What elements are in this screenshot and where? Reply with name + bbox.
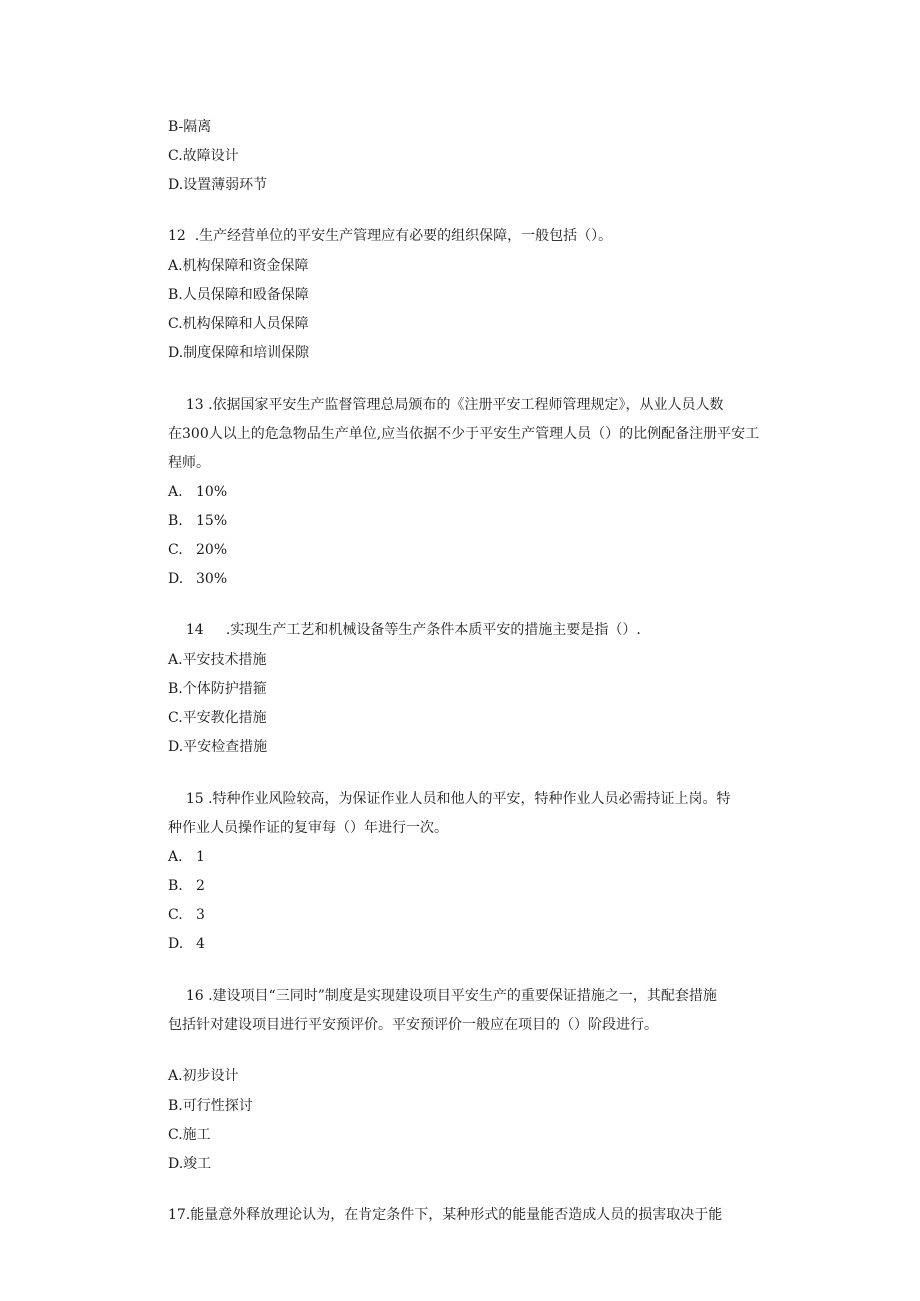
q13-option-b: [168, 512, 227, 530]
q12-text: .生产经营单位的平安生产管理应有必要的组织保障，一般包括（）。: [194, 228, 613, 244]
q15-text-1: .特种作业风险较高，为保证作业人员和他人的平安，特种作业人员必需持证上岗。特: [208, 791, 731, 807]
q11-option-d: D.设置薄弱环节: [168, 177, 268, 193]
q14-stem: [168, 621, 641, 639]
q12-option-b: B.人员保障和殴备保障: [168, 287, 309, 303]
q14-option-d: D.平安检查措施: [168, 739, 268, 755]
q16-text-1: .建设项目“三同时”制度是实现建设项目平安生产的重要保证措施之一，其配套措施: [208, 988, 717, 1004]
q16-option-c: C.施工: [168, 1127, 211, 1143]
q13-option-c-value: 20%: [196, 542, 228, 558]
q13-option-b-letter: B.: [168, 513, 183, 529]
q14-option-b: B.个体防护措箍: [168, 681, 267, 697]
q13-option-c: [168, 541, 227, 559]
q13-number: 13: [185, 397, 204, 413]
q13-option-d: [168, 570, 227, 588]
q15-option-c: [168, 906, 205, 924]
q13-option-c-letter: C.: [168, 542, 183, 558]
q11-option-c: C.故障设计: [168, 148, 239, 164]
q12-option-a: A.机构保障和资金保障: [168, 258, 309, 274]
q12-option-c: C.机构保障和人员保障: [168, 316, 309, 332]
q15-number: 15: [185, 791, 204, 807]
q15-option-a-letter: A.: [168, 849, 183, 865]
q15-option-c-letter: C.: [168, 907, 183, 923]
q15-option-a: [168, 848, 205, 866]
q15-option-b-letter: B.: [168, 878, 183, 894]
q15-option-b-value: 2: [196, 878, 205, 894]
q16-number: 16: [185, 988, 204, 1004]
q15-option-d: [168, 935, 205, 953]
q16-option-d: D.竣工: [168, 1156, 212, 1172]
q13-option-a-letter: A.: [168, 484, 183, 500]
q16-option-b: B.可行性探讨: [168, 1098, 253, 1114]
q16-stem-line-1: [168, 987, 717, 1005]
q13-option-a-value: 10%: [196, 484, 228, 500]
q16-option-a: A.初步设计: [168, 1068, 239, 1084]
q13-option-a: [168, 483, 227, 501]
q15-option-a-value: 1: [196, 849, 205, 865]
q12-option-d: D.制度保障和培训保隙: [168, 345, 310, 361]
q13-option-d-letter: D.: [168, 571, 184, 587]
q12-stem: [168, 227, 612, 245]
q13-stem-line-3: 程师。: [168, 455, 210, 471]
q14-number: 14: [185, 622, 204, 638]
q15-stem-line-1: [168, 790, 731, 808]
q13-stem-line-1: [168, 396, 724, 414]
q14-option-c: C.平安教化措施: [168, 710, 267, 726]
q11-option-b: B-隔离: [168, 119, 212, 135]
q13-text-1: .依据国家平安生产监督管理总局颁布的《注册平安工程师管理规定》，从业人员人数: [208, 397, 724, 413]
q16-stem-line-2: 包括针对建设项目进行平安预评价。平安预评价一般应在项目的（）阶段进行。: [168, 1017, 658, 1033]
q15-option-c-value: 3: [196, 907, 205, 923]
q17-stem: 17.能量意外释放理论认为，在肯定条件下，某种形式的能量能否造成人员的损害取决于能: [168, 1207, 723, 1223]
q13-option-d-value: 30%: [196, 571, 228, 587]
q13-option-b-value: 15%: [196, 513, 228, 529]
q14-option-a: A.平安技术措施: [168, 652, 267, 668]
q13-stem-line-2: 在300人以上的危急物品生产单位,应当依据不少于平安生产管理人员（）的比例配备注册平安工: [168, 426, 760, 442]
q14-text: .实现生产工艺和机械设备等生产条件本质平安的措施主要是指（）.: [225, 622, 641, 638]
q15-option-d-value: 4: [196, 936, 205, 952]
q15-option-d-letter: D.: [168, 936, 184, 952]
q15-stem-line-2: 种作业人员操作证的复审每（）年进行一次。: [168, 820, 448, 836]
q15-option-b: [168, 877, 205, 895]
q12-number: 12: [168, 228, 186, 244]
